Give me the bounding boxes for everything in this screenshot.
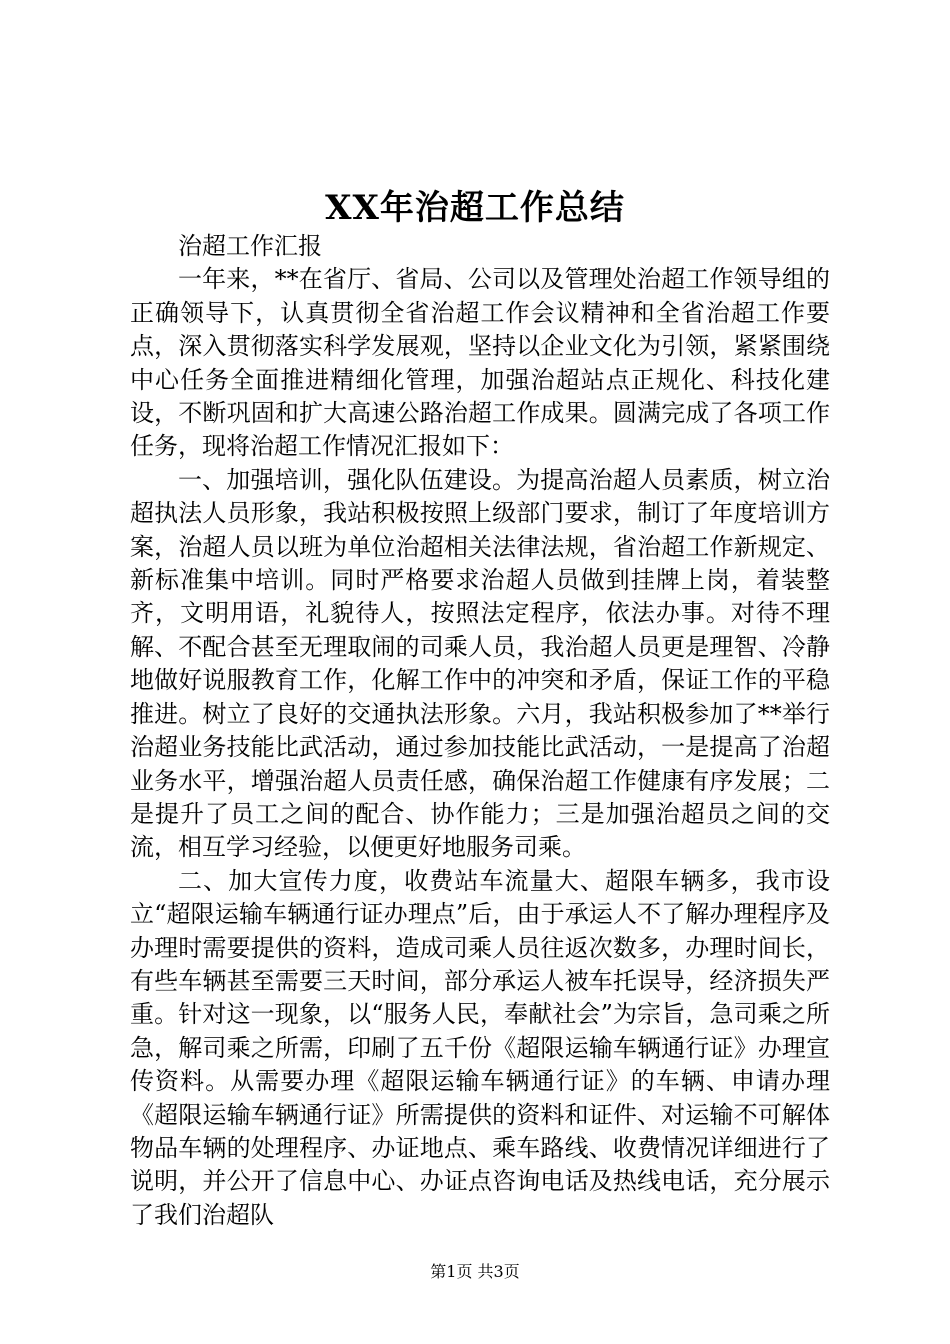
paragraph-section-one: 一、加强培训，强化队伍建设。为提高治超人员素质，树立治超执法人员形象，我站积极按照上级部门要求，制订了年度培训方案，治超人员以班为单位治超相关法律法规，省治超工作新规定、新标准集中培训。同时严格要求治超人员做到挂牌上岗，着装整齐，文明用语，礼貌待人，按照法定程序，依法办事。对待不理解、不配合甚至无理取闹的司乘人员，我治超人员更是理智、冷静地做好说服教育工作，化解工作中的冲突和矛盾，保证工作的平稳推进。树立了良好的交通执法形象。六月，我站积极参加了**举行治超业务技能比武活动，通过参加技能比武活动，一是提高了治超业务水平，增强治超人员责任感，确保治超工作健康有序发展；二是提升了员工之间的配合、协作能力；三是加强治超员之间的交流，相互学习经验，以便更好地服务司乘。 <box>130 465 830 862</box>
paragraph-section-two: 二、加大宣传力度，收费站车流量大、超限车辆多，我市设立“超限运输车辆通行证办理点”后，由于承运人不了解办理程序及办理时需要提供的资料，造成司乘人员往返次数多，办理时间长，有些车辆甚至需要三天时间，部分承运人被车托误导，经济损失严重。针对这一现象，以“服务人民，奉献社会”为宗旨，急司乘之所急，解司乘之所需，印刷了五千份《超限运输车辆通行证》办理宣传资料。从需要办理《超限运输车辆通行证》的车辆、申请办理《超限运输车辆通行证》所需提供的资料和证件、对运输不可解体物品车辆的处理程序、办证地点、乘车路线、收费情况详细进行了说明，并公开了信息中心、办证点咨询电话及热线电话，充分展示了我们治超队 <box>130 866 830 1229</box>
paragraph-heading: 治超工作汇报 <box>178 232 322 260</box>
document-body <box>130 230 830 1232</box>
document-title: XX年治超工作总结 <box>325 188 625 228</box>
page-number: 第1页 共3页 <box>430 1262 520 1281</box>
paragraph-intro: 一年来，**在省厅、省局、公司以及管理处治超工作领导组的正确领导下，认真贯彻全省治超工作会议精神和全省治超工作要点，深入贯彻落实科学发展观，坚持以企业文化为引领，紧紧围绕中心任务全面推进精细化管理，加强治超站点正规化、科技化建设，不断巩固和扩大高速公路治超工作成果。圆满完成了各项工作任务，现将治超工作情况汇报如下： <box>130 265 830 461</box>
